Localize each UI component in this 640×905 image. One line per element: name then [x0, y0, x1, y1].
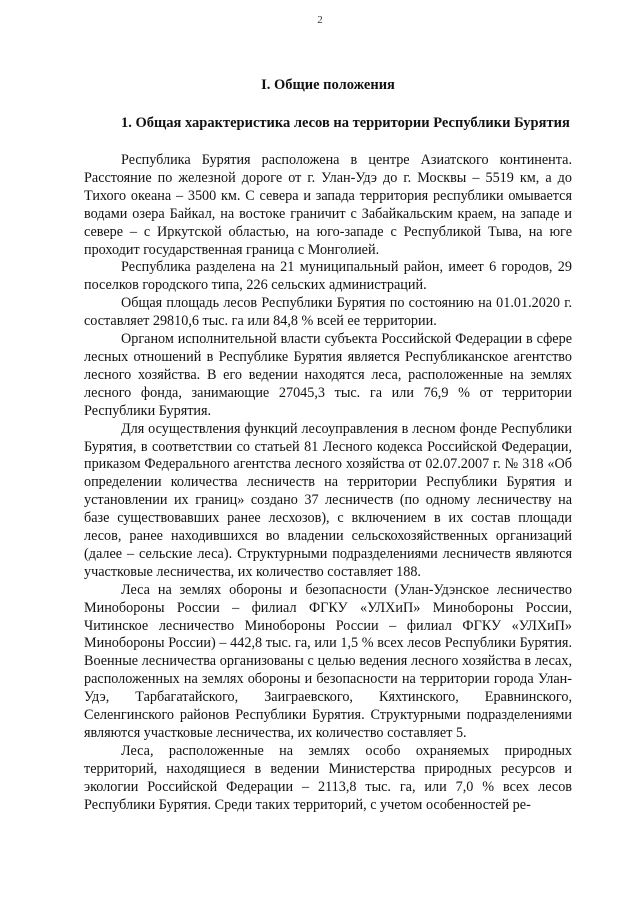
paragraph-administrative-division: Республика разделена на 21 муниципальный район, имеет 6 городов, 29 поселков городского типа, 226 сельских администраций. [84, 259, 572, 294]
subsection-title: 1. Общая характеристика лесов на территории Республики Бурятия [121, 115, 570, 131]
paragraph-forest-management: Для осуществления функций лесоуправления в лесном фонде Республики Бурятия, в соответствии со статьей 81 Лесного кодекса Российской Федерации, приказом Федерального агентства лесного хозяйства от 02.07.2007 г. № 318 «Об определении количества лесничеств на территории Республики Бурятия и установлении их границ» создано 37 лесничеств (по одному лесничеству на базе существовавших ранее лесхозов), с включением в их состав площади лесов, ранее находившихся во владении сельскохозяйственных организаций (далее – сельские леса). Структурными подразделениями лесничеств являются участковые лесничества, их количество составляет 188. [84, 420, 572, 580]
paragraph-location: Республика Бурятия расположена в центре Азиатского континента. Расстояние по железной дороге от г. Улан-Удэ до г. Москвы – 5519 км, а до Тихого океана – 3500 км. С севера и запада территория республики омывается водами озера Байкал, на востоке граничит с Забайкальским краем, на западе и севере – с Иркутской областью, на юго-западе с Республикой Тыва, на юге проходит государственная граница с Монголией. [84, 152, 572, 258]
paragraph-protected-areas: Леса, расположенные на землях особо охраняемых природных территорий, находящиеся в ведении Министерства природных ресурсов и экологии Российской Федерации – 2113,8 тыс. га, или 7,0 % всех лесов Республики Бурятия. Среди таких территорий, с учетом особенностей ре- [84, 742, 572, 813]
paragraph-forestry-agency: Органом исполнительной власти субъекта Российской Федерации в сфере лесных отношений в Республике Бурятия является Республиканское агентство лесного хозяйства. В его ведении находятся леса, расположенные на землях лесного фонда, занимающие 27045,3 тыс. га или 76,9 % от территории Республики Бурятия. [84, 331, 572, 419]
paragraph-defense-forests: Леса на землях обороны и безопасности (Улан-Удэнское лесничество Минобороны России – филиал ФГКУ «УЛХиП» Минобороны России, Читинское лесничество Минобороны России – филиал ФГКУ «УЛХиП» Минобороны России) – 442,8 тыс. га, или 1,5 % всех лесов Республики Бурятия. Военные лесничества организованы с целью ведения лесного хозяйства в лесах, расположенных на землях обороны и безопасности на территории города Улан-Удэ, Тарбагатайского, Заиграевского, Кяхтинского, Еравнинского, Селенгинского районов Республики Бурятия. Структурными подразделениями являются участковые лесничества, их количество составляет 5. [84, 581, 572, 741]
document-body [84, 76, 572, 815]
section-title: I. Общие положения [261, 77, 395, 93]
page-number: 2 [317, 14, 323, 26]
paragraph-forest-area: Общая площадь лесов Республики Бурятия по состоянию на 01.01.2020 г. составляет 29810,6 тыс. га или 84,8 % всей ее территории. [84, 295, 572, 330]
